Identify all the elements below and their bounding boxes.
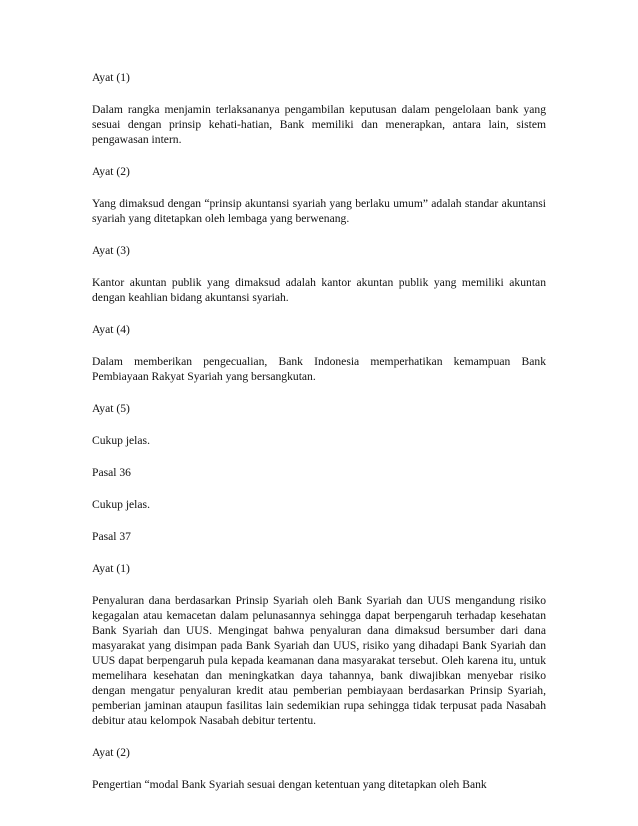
section-heading: Ayat (2) bbox=[92, 165, 130, 178]
paragraph: Pengertian “modal Bank Syariah sesuai dengan ketentuan yang ditetapkan oleh Bank bbox=[92, 778, 487, 791]
article-heading: Pasal 37 bbox=[92, 530, 131, 543]
section-heading: Ayat (4) bbox=[92, 323, 130, 336]
paragraph: Cukup jelas. bbox=[92, 498, 150, 511]
paragraph: Dalam rangka menjamin terlaksananya pengambilan keputusan dalam pengelolaan bank yang sesuai dengan prinsip kehati-hatian, Bank memiliki dan menerapkan, antara lain, sistem pengawasan intern. bbox=[92, 103, 546, 146]
section-heading: Ayat (2) bbox=[92, 746, 130, 759]
section-heading: Ayat (3) bbox=[92, 244, 130, 257]
paragraph: Cukup jelas. bbox=[92, 434, 150, 447]
article-heading: Pasal 36 bbox=[92, 466, 131, 479]
paragraph: Penyaluran dana berdasarkan Prinsip Syariah oleh Bank Syariah dan UUS mengandung risiko kegagalan atau kemacetan dalam pelunasannya sehingga dapat berpengaruh terhadap kesehatan Bank Syariah dan UUS. Mengingat bahwa penyaluran dana dimaksud bersumber dari dana masyarakat yang disimpan pada Bank Syariah dan UUS, risiko yang dihadapi Bank Syariah dan UUS dapat berpengaruh pula kepada keamanan dana masyarakat tersebut. Oleh karena itu, untuk memelihara kesehatan dan meningkatkan daya tahannya, bank diwajibkan menyebar risiko dengan mengatur penyaluran kredit atau pemberian pembiayaan berdasarkan Prinsip Syariah, pemberian jaminan ataupun fasilitas lain sedemikian rupa sehingga tidak terpusat pada Nasabah debitur atau kelompok Nasabah debitur tertentu. bbox=[92, 594, 546, 727]
section-heading: Ayat (1) bbox=[92, 71, 130, 84]
paragraph: Kantor akuntan publik yang dimaksud adalah kantor akuntan publik yang memiliki akuntan dengan keahlian bidang akuntansi syariah. bbox=[92, 276, 546, 304]
section-heading: Ayat (5) bbox=[92, 402, 130, 415]
section-heading: Ayat (1) bbox=[92, 562, 130, 575]
document-body bbox=[92, 70, 546, 809]
paragraph: Dalam memberikan pengecualian, Bank Indonesia memperhatikan kemampuan Bank Pembiayaan Rakyat Syariah yang bersangkutan. bbox=[92, 355, 546, 383]
paragraph: Yang dimaksud dengan “prinsip akuntansi syariah yang berlaku umum” adalah standar akuntansi syariah yang ditetapkan oleh lembaga yang berwenang. bbox=[92, 197, 546, 225]
